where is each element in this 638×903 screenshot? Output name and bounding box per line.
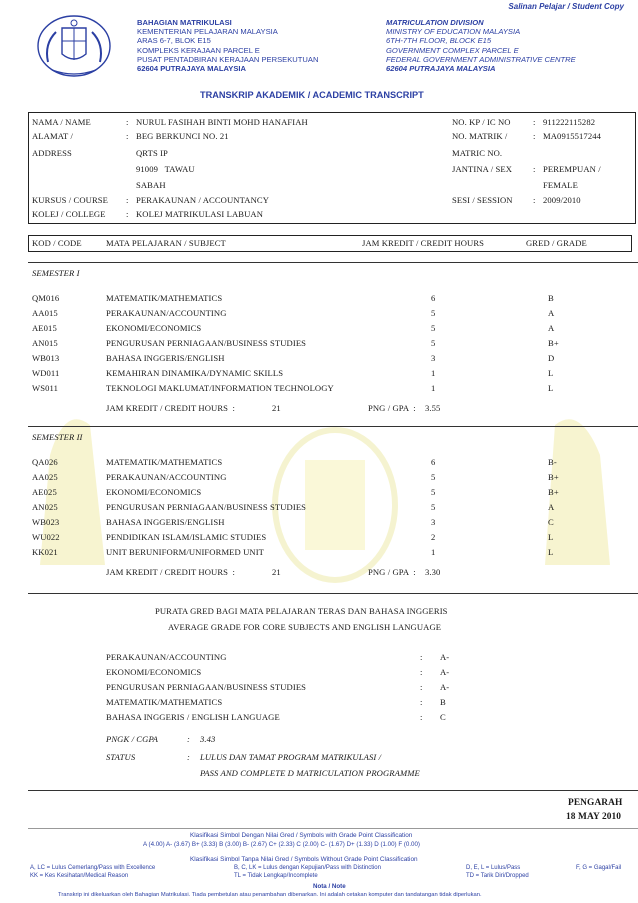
colon: : [420,697,423,707]
note-title: Nota / Note [313,883,346,890]
gender-label: JANTINA / SEX [452,164,513,174]
course-grade: C [548,517,554,527]
course-credit: 5 [431,487,436,497]
course-credit: 5 [431,472,436,482]
semester-gpa: 3.30 [425,567,441,577]
colon: : [420,682,423,692]
colon: : [187,752,190,762]
course-grade: A [548,323,555,333]
signer: PENGARAH [568,798,623,808]
legend-c1b: KK = Kes Kesihatan/Medical Reason [30,873,129,879]
section-divider [28,593,638,594]
ic-value: 911222115282 [543,117,596,127]
ic-label: NO. KP / IC NO [452,117,511,127]
course-subject: PENGURUSAN PERNIAGAAN/BUSINESS STUDIES [106,338,307,348]
avg-subject: MATEMATIK/MATHEMATICS [106,697,223,707]
header-left: BAHAGIAN MATRIKULASI KEMENTERIAN PELAJARAN MALAYSIA ARAS 6-7, BLOK E15 KOMPLEKS KERAJAAN PARCEL E PUSAT PENTADBIRAN KERAJAAN PERSEKUTUAN 62604 PUTRAJAYA MALAYSIA [137,18,319,74]
course-subject: BAHASA INGGERIS/ENGLISH [106,353,225,363]
cgpa-value: 3.43 [200,734,216,744]
course-grade: D [548,353,555,363]
course-value: PERAKAUNAN / ACCOUNTANCY [136,195,270,205]
legend-title-2: Klasifikasi Simbol Tanpa Nilai Gred / Symbols Without Grade Point Classification [190,856,418,863]
course-credit: 3 [431,353,436,363]
course-code: AE015 [32,323,57,333]
course-subject: PENDIDIKAN ISLAM/ISLAMIC STUDIES [106,532,267,542]
gender-value-2: FEMALE [543,180,578,190]
government-crest-logo [34,14,114,80]
header-right: MATRICULATION DIVISION MINISTRY OF EDUCATION MALAYSIA 6TH-7TH FLOOR, BLOCK E15 GOVERNMENT COMPLEX PARCEL E FEDERAL GOVERNMENT ADMINISTRATIVE CENTRE 62604 PUTRAJAYA MALAYSIA [386,18,576,74]
course-credit: 1 [431,368,436,378]
page-title: TRANSKRIP AKADEMIK / ACADEMIC TRANSCRIPT [200,90,424,100]
course-credit: 5 [431,323,436,333]
course-credit: 1 [431,383,436,393]
course-subject: KEMAHIRAN DINAMIKA/DYNAMIC SKILLS [106,368,284,378]
course-code: WB013 [32,353,60,363]
college-value: KOLEJ MATRIKULASI LABUAN [136,209,264,219]
colon: : [420,652,423,662]
divider [28,790,638,791]
course-code: QM016 [32,293,60,303]
legend-c4a: F, G = Gagal/Fail [576,865,622,871]
col-subject: MATA PELAJARAN / SUBJECT [106,238,226,248]
colon: : [533,131,536,141]
course-code: AA015 [32,308,58,318]
avg-subject: EKONOMI/ECONOMICS [106,667,202,677]
course-credit: 5 [431,308,436,318]
course-subject: PENGURUSAN PERNIAGAAN/BUSINESS STUDIES [106,502,307,512]
gender-value-1: PEREMPUAN / [543,164,601,174]
course-subject: EKONOMI/ECONOMICS [106,323,202,333]
cgpa-label: PNGK / CGPA [106,734,159,744]
address-line-1: BEG BERKUNCI NO. 21 [136,131,229,141]
course-credit: 3 [431,517,436,527]
semester-credit-label: JAM KREDIT / CREDIT HOURS : [106,567,236,577]
course-code: AN025 [32,502,58,512]
session-value: 2009/2010 [543,195,581,205]
course-grade: A [548,502,555,512]
course-grade: B+ [548,487,559,497]
colon: : [420,712,423,722]
course-label: KURSUS / COURSE [32,195,108,205]
name-label: NAMA / NAME [32,117,91,127]
colon: : [420,667,423,677]
college-label: KOLEJ / COLLEGE [32,209,106,219]
semester-gpa-label: PNG / GPA : [368,403,416,413]
course-grade: A [548,308,555,318]
legend-c3a: D, E, L = Lulus/Pass [466,865,521,871]
course-code: AN015 [32,338,58,348]
course-grade: L [548,532,554,542]
course-credit: 1 [431,547,436,557]
legend-grades: A (4.00) A- (3.67) B+ (3.33) B (3.00) B- (2.67) C+ (2.33) C (2.00) C- (1.67) D+ (1.33) D (1.00) F (0.00) [143,841,420,848]
divider-bottom [28,828,638,829]
semester-title: SEMESTER I [32,268,80,278]
colon: : [126,117,129,127]
semester-gpa-label: PNG / GPA : [368,567,416,577]
course-credit: 6 [431,457,436,467]
course-code: AA025 [32,472,58,482]
course-subject: TEKNOLOGI MAKLUMAT/INFORMATION TECHNOLOGY [106,383,334,393]
col-code: KOD / CODE [32,238,82,248]
colon: : [126,195,129,205]
watermark-tiger-right [530,395,630,575]
course-subject: EKONOMI/ECONOMICS [106,487,202,497]
legend-c2a: B, C, LK = Lulus dengan Kepujian/Pass with Distinction [234,865,381,871]
semester-divider [28,262,638,263]
issue-date: 18 MAY 2010 [566,812,622,822]
matric-label-1: NO. MATRIK / [452,131,508,141]
course-grade: L [548,547,554,557]
course-code: WD011 [32,368,60,378]
status-label: STATUS [106,752,136,762]
avg-subject: PENGURUSAN PERNIAGAAN/BUSINESS STUDIES [106,682,307,692]
avg-grade: A- [440,667,450,677]
course-subject: PERAKAUNAN/ACCOUNTING [106,308,227,318]
address-line-3: 91009 TAWAU [136,164,195,174]
course-grade: L [548,368,554,378]
note-text: Transkrip ini dikeluarkan oleh Bahagian Matrikulasi. Tiada pembetulan atau penambahan dibenarkan. Ini adalah cetakan komputer dan tandatangan tidak diperlukan. [58,892,482,898]
colon: : [187,734,190,744]
semester-title: SEMESTER II [32,432,83,442]
colon: : [533,164,536,174]
course-subject: PERAKAUNAN/ACCOUNTING [106,472,227,482]
course-code: WS011 [32,383,58,393]
legend-c2b: TL = Tidak Lengkap/Incomplete [234,873,318,879]
semester-divider [28,426,638,427]
course-grade: B- [548,457,557,467]
semester-gpa: 3.55 [425,403,441,413]
course-subject: UNIT BERUNIFORM/UNIFORMED UNIT [106,547,265,557]
course-credit: 2 [431,532,436,542]
course-code: KK021 [32,547,58,557]
course-code: AE025 [32,487,57,497]
avg-grade: A- [440,652,450,662]
col-grade: GRED / GRADE [526,238,587,248]
average-title-1: PURATA GRED BAGI MATA PELAJARAN TERAS DAN BAHASA INGGERIS [155,606,448,616]
colon: : [126,209,129,219]
matric-value: MA0915517244 [543,131,602,141]
course-credit: 5 [431,502,436,512]
course-grade: B+ [548,338,559,348]
average-title-2: AVERAGE GRADE FOR CORE SUBJECTS AND ENGLISH LANGUAGE [168,622,442,632]
legend-c1a: A, LC = Lulus Cemerlang/Pass with Excellence [30,865,156,871]
copy-label: Salinan Pelajar / Student Copy [508,2,624,11]
avg-grade: B [440,697,446,707]
address-label-2: ADDRESS [32,148,72,158]
course-code: WU022 [32,532,60,542]
address-line-4: SABAH [136,180,166,190]
colon: : [533,117,536,127]
address-line-2: QRTS IP [136,148,168,158]
status-line-2: PASS AND COMPLETE D MATRICULATION PROGRAMME [200,768,420,778]
colon: : [126,131,129,141]
semester-credit-total: 21 [272,403,281,413]
avg-subject: BAHASA INGGERIS / ENGLISH LANGUAGE [106,712,280,722]
matric-label-2: MATRIC NO. [452,148,503,158]
avg-grade: C [440,712,446,722]
avg-grade: A- [440,682,450,692]
semester-credit-total: 21 [272,567,281,577]
course-subject: BAHASA INGGERIS/ENGLISH [106,517,225,527]
legend-c3b: TD = Tarik Diri/Dropped [466,873,529,879]
course-code: QA026 [32,457,58,467]
course-subject: MATEMATIK/MATHEMATICS [106,293,223,303]
course-grade: L [548,383,554,393]
session-label: SESI / SESSION [452,195,513,205]
student-name: NURUL FASIHAH BINTI MOHD HANAFIAH [136,117,308,127]
address-label-1: ALAMAT / [32,131,73,141]
avg-subject: PERAKAUNAN/ACCOUNTING [106,652,227,662]
course-grade: B [548,293,554,303]
colon: : [533,195,536,205]
legend-title-1: Klasifikasi Simbol Dengan Nilai Gred / Symbols with Grade Point Classification [190,832,413,839]
course-credit: 5 [431,338,436,348]
course-credit: 6 [431,293,436,303]
course-grade: B+ [548,472,559,482]
course-code: WB023 [32,517,60,527]
status-line-1: LULUS DAN TAMAT PROGRAM MATRIKULASI / [200,752,382,762]
col-credit: JAM KREDIT / CREDIT HOURS [362,238,485,248]
semester-credit-label: JAM KREDIT / CREDIT HOURS : [106,403,236,413]
course-subject: MATEMATIK/MATHEMATICS [106,457,223,467]
